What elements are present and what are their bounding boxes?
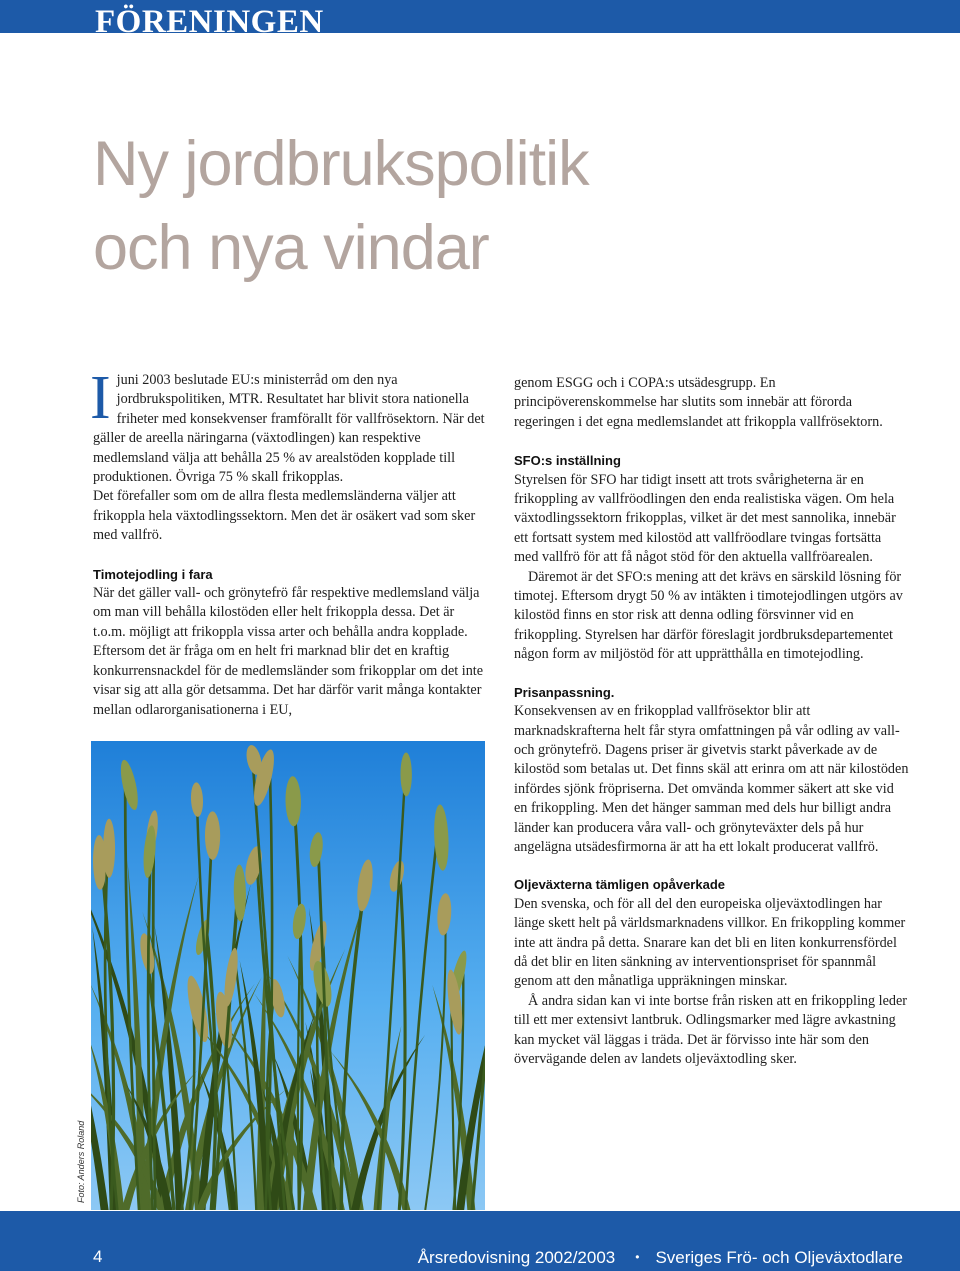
subheading-prisanpassning: Prisanpassning.	[514, 684, 615, 700]
page-number: 4	[93, 1247, 103, 1266]
grass-photo	[91, 741, 485, 1210]
publication-title: Årsredovisning 2002/2003	[417, 1248, 616, 1267]
left-column	[90, 364, 488, 720]
paragraph: Styrelsen för SFO har tidigt insett att trots svårigheterna är en frikoppling av vallfröodlingen den enda realistiska vägen. Om hela växtodlingssektorn frikopplas, vilket är det mest sannolika, innebär ett fortsatt system med kilostöd att vallfröodlare tvingas fortsätta med vallfrö för att få något stöd för den aktuella vallfröarealen.	[514, 471, 896, 566]
paragraph: Den svenska, och för all del den europeiska oljeväxtodlingen har länge skett helt på världsmarknadens villkor. En frikoppling kommer inte att ändra på detta. Snarare kan det bli en liten konkurrensfördel då det blir en liten sänkning av interventionspriset för spannmål genom att den månatliga uppräkningen minskar.	[514, 895, 906, 990]
header-band	[0, 0, 960, 40]
intro-paragraph: Ijuni 2003 beslutade EU:s ministerråd om den nya jordbrukspolitiken, MTR. Resultatet har blivit stora nationella friheter med konsekvenser framförallt för vallfrösektorn. När det gäller de areella näringarna (växtodlingen) kan respektive medlemsland välja att behålla 25 % av arealstöden kopplade till produktionen. Övriga 75 % skall frikopplas.	[90, 364, 485, 486]
paragraph: Det förefaller som om de allra flesta medlemsländerna väljer att frikoppla hela växtodlingssektorn. Men det är osäkert vad som sker med vallfrö.	[93, 488, 476, 544]
headline-line-1: Ny jordbrukspolitik	[93, 129, 589, 199]
organization-name: Sveriges Frö- och Oljeväxtodlare	[655, 1248, 903, 1267]
paragraph: genom ESGG och i COPA:s utsädesgrupp. En principöverenskommelse har slutits som innebär att förorda regeringen i det egna medlemslandet att frikoppla vallfrösektorn.	[514, 375, 883, 430]
headline-line-2: och nya vindar	[93, 213, 489, 283]
section-title: FÖRENINGEN	[95, 4, 324, 40]
paragraph: Konsekvensen av en frikopplad vallfrösektor blir att marknadskrafterna helt får styra omfattningen på vår odling av vall- och grönytefrö. Dagens priser är givetvis starkt påverkade av de kilostöd som betalas ut. Det finns skäl att erinra om att när kilostöden infördes sjönk fröpriserna. Det omvända kommer säkert att ske vid en frikoppling. Men det hänger samman med dels hur billigt andra länder kan producera våra vall- och grönyteväxter dels på hur angelägna utsädesfirmorna är att ha ett lokalt producerat vallfrö.	[514, 703, 909, 855]
subheading-sfo: SFO:s inställning	[514, 453, 621, 469]
paragraph: Däremot är det SFO:s mening att det krävs en särskild lösning för timotej. Eftersom drygt 50 % av intäkten i timotejodlingen utgörs av kilostöd finns en stor risk att denna odling försvinner vid en frikoppling. Styrelsen har därför föreslagit jordbruksdepartementet någon form av miljöstöd för att upprätthålla en timotejodling.	[514, 568, 903, 663]
article-headline	[93, 122, 853, 290]
seed-head	[205, 811, 220, 859]
photo-credit: Foto: Anders Roland	[76, 1120, 86, 1203]
paragraph: När det gäller vall- och grönytefrö får respektive medlemsland välja om man vill behålla kilostöden eller helt frikoppla dessa. Det är t.o.m. möjligt att frikoppla vissa arter och behålla andra kopplade. Eftersom det är fråga om en helt fri marknad blir det en kraftig konkurrensnackdel för de medlemsländer som frikopplar om det inte visar sig att alla gör detsamma. Det har därför varit många kontakter mellan odlarorganisationerna i EU,	[93, 585, 484, 718]
footer-band	[0, 1211, 960, 1271]
grass-photo-image	[91, 741, 485, 1210]
seed-head	[103, 819, 115, 878]
drop-cap: I	[90, 364, 111, 432]
subheading-timotejodling: Timotejodling i fara	[93, 566, 213, 582]
paragraph: Å andra sidan kan vi inte bortse från risken att en frikoppling leder till ett mer extensivt lantbruk. Odlingsmarker med lägre avkastning kan mycket väl läggas i träda. Det är förvisso inte här som den övervägande delen av landets oljeväxtodling sker.	[514, 992, 908, 1067]
right-column	[514, 374, 909, 1069]
subheading-oljevaxterna: Oljeväxterna tämligen opåverkade	[514, 877, 725, 893]
bullet-separator: •	[635, 1250, 640, 1264]
footer-publication	[418, 1246, 903, 1269]
